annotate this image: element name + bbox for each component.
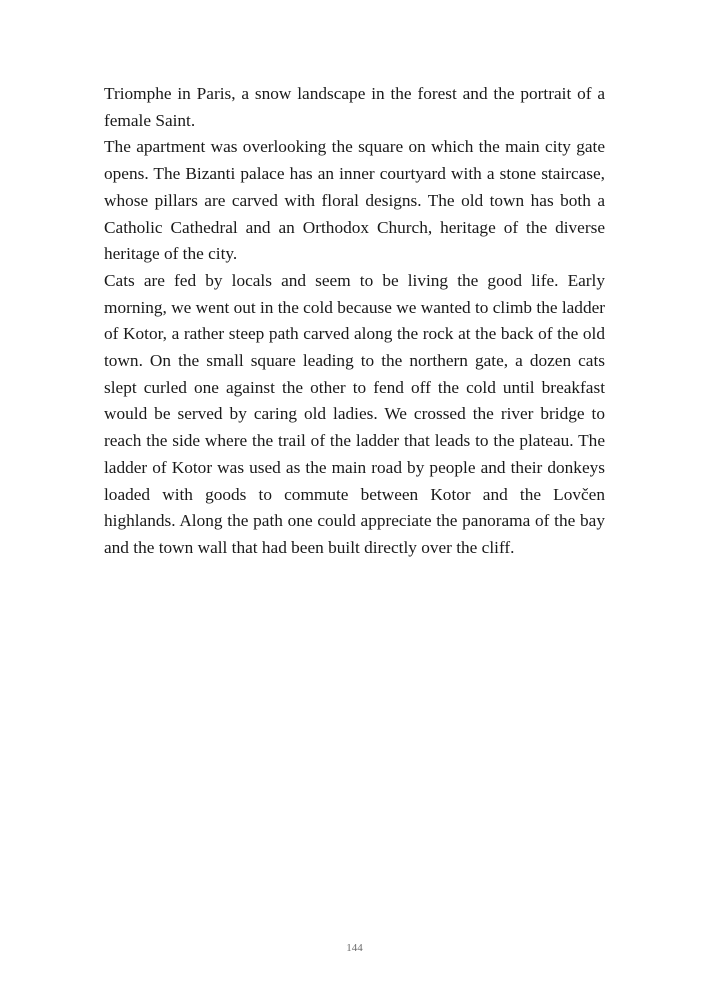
paragraph-2: The apartment was overlooking the square on which the main city gate opens. The Bizanti palace has an inner courtyard with a stone staircase, whose pillars are carved with floral designs. The old town has both a Catholic Cathedral and an Orthodox Church, heritage of the diverse heritage of the city. (104, 137, 605, 264)
body-text (104, 81, 605, 562)
page-number: 144 (346, 942, 363, 954)
paragraph-1: Triomphe in Paris, a snow landscape in the forest and the portrait of a female Saint. (104, 84, 605, 130)
paragraph-3: Cats are fed by locals and seem to be living the good life. Early morning, we went out in the cold because we wanted to climb the ladder of Kotor, a rather steep path carved along the rock at the back of the old town. On the small square leading to the northern gate, a dozen cats slept curled one against the other to fend off the cold until breakfast would be served by caring old ladies. We crossed the river bridge to reach the side where the trail of the ladder that leads to the plateau. The ladder of Kotor was used as the main road by people and their donkeys loaded with goods to commute between Kotor and the Lovčen highlands. Along the path one could appreciate the panorama of the bay and the town wall that had been built directly over the cliff. (104, 270, 606, 557)
